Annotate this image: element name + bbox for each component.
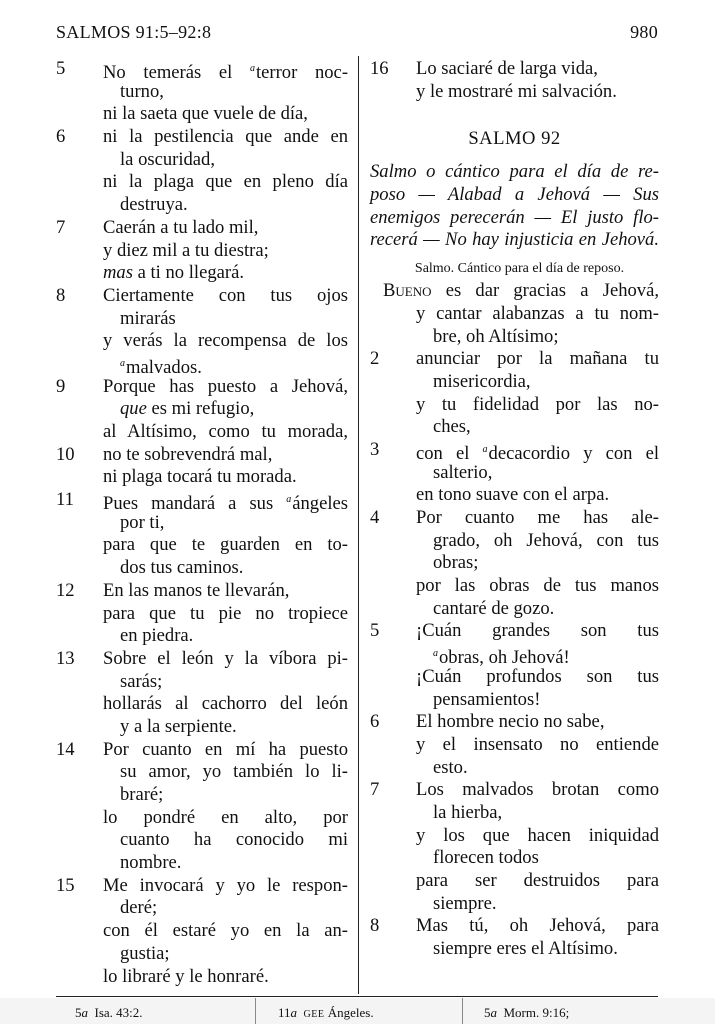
verse-text xyxy=(416,81,659,104)
italic-text: mas xyxy=(103,262,133,284)
verse-line xyxy=(56,580,348,603)
verse-text xyxy=(433,462,659,485)
text-run: Por cuanto me has ale- xyxy=(416,507,659,528)
text-run: es dar gracias a Jehová, xyxy=(431,280,659,302)
text-run: deré; xyxy=(120,897,158,919)
text-run: en tono suave con el arpa. xyxy=(416,484,610,506)
verse-text xyxy=(416,394,659,417)
verse-text xyxy=(103,262,348,285)
verse-number: 8 xyxy=(56,284,66,306)
text-run: B xyxy=(383,280,396,302)
text-run: misericordia, xyxy=(433,370,531,392)
verse-line xyxy=(370,348,659,371)
summary-line xyxy=(370,229,659,252)
verse-line xyxy=(56,761,348,784)
footnote-letter: a xyxy=(81,1005,88,1020)
psalm-superscription: Salmo. Cántico para el día de reposo. xyxy=(414,261,625,277)
verse-text xyxy=(433,757,659,780)
chapter-reference: SALMOS 91:5–92:8 xyxy=(56,22,212,42)
text-run: destruya. xyxy=(120,194,188,216)
verse-line xyxy=(56,671,348,694)
verse-text xyxy=(103,739,348,762)
verse-number: 11 xyxy=(56,489,74,511)
footnote-marker[interactable]: a xyxy=(433,648,438,660)
verse-text xyxy=(433,371,659,394)
verse-line xyxy=(370,893,659,916)
verse-line xyxy=(56,262,348,285)
text-run: No temerás el xyxy=(103,62,250,83)
verse-number: 15 xyxy=(56,874,75,896)
verse-line xyxy=(370,620,659,643)
text-run: Lo saciaré de larga vida, xyxy=(416,58,598,79)
text-run: para que tu pie no tropiece xyxy=(103,602,348,624)
verse-number: 8 xyxy=(370,915,380,937)
text-run: El hombre necio no sabe, xyxy=(416,711,605,733)
text-run: al Altísimo, como tu morada, xyxy=(103,421,348,442)
verse-line xyxy=(56,489,348,515)
text-run: Mas tú, oh Jehová, para xyxy=(416,915,659,937)
verse-number: 4 xyxy=(370,507,380,528)
verse-text xyxy=(103,376,348,399)
verse-number: 16 xyxy=(370,58,389,79)
verse-line xyxy=(56,330,348,353)
verse-text xyxy=(416,711,659,734)
verse-number: 6 xyxy=(370,711,380,733)
text-run: la oscuridad, xyxy=(120,148,216,170)
verse-line xyxy=(56,943,348,966)
verse-line xyxy=(370,870,659,893)
verse-line xyxy=(56,829,348,852)
verse-line xyxy=(370,303,659,326)
verse-text xyxy=(103,126,348,149)
verse-line xyxy=(56,648,348,671)
verse-line xyxy=(56,557,348,580)
verse-text xyxy=(120,943,348,966)
verse-number: 14 xyxy=(56,738,75,760)
text-run: ches, xyxy=(433,416,471,438)
verse-text xyxy=(433,326,659,349)
verse-text xyxy=(103,603,348,626)
text-run: Sobre el león y la víbora pi- xyxy=(103,647,348,669)
verse-text xyxy=(120,398,348,421)
verse-line xyxy=(56,58,348,81)
footnote-marker[interactable]: a xyxy=(120,357,125,369)
verse-text xyxy=(416,870,659,893)
verse-number: 3 xyxy=(370,438,380,460)
footnote-3[interactable] xyxy=(484,1005,569,1021)
text-run: ni la plaga que en pleno día xyxy=(103,171,348,193)
text-run: cuanto ha conocido mi xyxy=(120,829,348,851)
text-run: y los que hacen iniquidad xyxy=(416,824,659,846)
verse-text xyxy=(120,671,348,694)
verse-text xyxy=(103,217,348,240)
footnote-verse: 11 xyxy=(278,1005,291,1020)
psalm-summary xyxy=(370,161,659,252)
text-run: es mi refugio, xyxy=(146,398,255,420)
verse-number: 7 xyxy=(56,216,66,238)
verse-number: 9 xyxy=(56,375,66,397)
verse-text xyxy=(120,149,348,172)
verse-line xyxy=(370,757,659,780)
text-run: bre, oh Altísimo; xyxy=(433,325,559,347)
text-run: Pues mandará a sus xyxy=(103,493,287,515)
text-run: salterio, xyxy=(433,461,493,483)
text-run: Me invocará y yo le respon- xyxy=(103,874,348,896)
text-run: no te sobrevendrá mal, xyxy=(103,443,273,465)
page-number: 980 xyxy=(630,22,658,42)
verse-line xyxy=(370,711,659,734)
text-run: su amor, yo también lo li- xyxy=(120,761,348,783)
text-run: cantaré de gozo. xyxy=(433,597,555,619)
verse-text xyxy=(103,534,348,557)
verse-text xyxy=(433,802,659,825)
left-column xyxy=(56,58,348,988)
verse-text xyxy=(103,466,348,489)
verse-line xyxy=(370,371,659,394)
verse-line xyxy=(370,280,659,303)
footnote-rule xyxy=(56,996,658,997)
summary-line xyxy=(370,184,659,207)
verse-line xyxy=(56,716,348,739)
verse-line xyxy=(56,897,348,920)
verse-line xyxy=(370,643,659,669)
verse-line xyxy=(370,779,659,802)
text-run: florecen todos xyxy=(433,847,539,869)
text-run: Porque has puesto a Jehová, xyxy=(103,375,348,397)
text-run: para ser destruidos para xyxy=(416,870,659,891)
verse-line xyxy=(370,416,659,439)
verse-line xyxy=(370,598,659,621)
verse-line xyxy=(56,852,348,875)
verse-text xyxy=(120,761,348,784)
text-run: anunciar por la mañana tu xyxy=(416,348,659,370)
verse-text xyxy=(120,194,348,217)
verse-text xyxy=(103,171,348,194)
text-run: En las manos te llevarán, xyxy=(103,579,290,601)
footnote-1[interactable] xyxy=(75,1005,143,1021)
footnote-verse: 5 xyxy=(75,1005,82,1020)
verse-text xyxy=(416,348,659,371)
verse-line xyxy=(370,825,659,848)
footnotes xyxy=(0,998,715,1024)
text-run: nombre. xyxy=(120,852,182,874)
verse-text xyxy=(120,784,348,807)
text-run: ángeles xyxy=(292,493,348,515)
verse-number: 6 xyxy=(56,126,66,148)
text-run: ¡Cuán grandes son tus xyxy=(416,620,659,642)
text-run: por ti, xyxy=(120,511,165,533)
verse-text xyxy=(103,285,348,308)
verse-text xyxy=(416,734,659,757)
footnote-separator xyxy=(462,998,463,1024)
verse-text xyxy=(103,240,348,263)
verse-line xyxy=(370,666,659,689)
text-run: obras, oh Jehová! xyxy=(439,647,570,669)
text-run: lo libraré y le honraré. xyxy=(103,965,269,987)
text-run: decacordio y con el xyxy=(488,442,659,464)
verse-text xyxy=(120,829,348,852)
right-column xyxy=(370,58,659,961)
verse-line xyxy=(56,376,348,399)
verse-line xyxy=(56,217,348,240)
guide-abbreviation: GEE xyxy=(303,1009,325,1020)
verse-number: 7 xyxy=(370,779,380,801)
verse-line xyxy=(56,285,348,308)
verse-text xyxy=(103,920,348,943)
text-run: ¡Cuán profundos son tus xyxy=(416,665,659,687)
footnote-separator xyxy=(255,998,256,1024)
footnote-text: Isa. 43:2. xyxy=(94,1005,143,1020)
text-run: Por cuanto en mí ha puesto xyxy=(103,738,348,760)
text-run: y a la serpiente. xyxy=(120,715,237,737)
verse-number: 2 xyxy=(370,348,380,370)
verse-line xyxy=(56,149,348,172)
text-run: y cantar alabanzas a tu nom- xyxy=(416,302,659,324)
verse-line xyxy=(370,81,659,104)
verse-text xyxy=(416,303,659,326)
verse-text xyxy=(120,625,348,648)
verse-text xyxy=(433,416,659,439)
verse-text xyxy=(120,512,348,535)
verse-text xyxy=(103,807,348,830)
verse-text xyxy=(120,81,348,104)
verse-text xyxy=(120,852,348,875)
verse-text xyxy=(433,938,659,961)
text-run: con él estaré yo en la an- xyxy=(103,920,348,942)
verse-line xyxy=(370,915,659,938)
footnote-letter: a xyxy=(290,1005,298,1020)
verse-text xyxy=(416,915,659,938)
smallcaps-text: ueno xyxy=(395,280,432,302)
verse-text xyxy=(103,421,348,444)
text-run: con el xyxy=(416,442,483,464)
verse-line xyxy=(56,784,348,807)
verse-line xyxy=(370,847,659,870)
verse-line xyxy=(56,603,348,626)
verse-line xyxy=(370,394,659,417)
verse-line xyxy=(56,807,348,830)
text-run: Caerán a tu lado mil, xyxy=(103,216,259,238)
text-run: la hierba, xyxy=(433,801,503,823)
summary-line xyxy=(370,161,659,184)
psalm-91-ending xyxy=(370,58,659,103)
verse-number: 12 xyxy=(56,579,75,601)
verse-text xyxy=(433,598,659,621)
verse-line xyxy=(56,103,348,126)
verse-text xyxy=(103,580,348,603)
verse-text xyxy=(383,280,659,303)
text-run: siempre eres el Altísimo. xyxy=(433,938,618,960)
text-run: y tu fidelidad por las no- xyxy=(416,393,659,415)
text-run: ni la saeta que vuele de día, xyxy=(103,103,308,125)
verse-line xyxy=(56,308,348,331)
verse-line xyxy=(56,171,348,194)
text-run: y le mostraré mi salvación. xyxy=(416,80,617,102)
verse-text xyxy=(103,648,348,671)
italic-text: que xyxy=(120,398,147,420)
verse-line xyxy=(56,444,348,467)
verse-line xyxy=(370,530,659,553)
verse-number: 13 xyxy=(56,647,75,669)
verse-text xyxy=(433,689,659,712)
verse-line xyxy=(370,507,659,530)
verse-text xyxy=(103,693,348,716)
verse-line xyxy=(56,875,348,898)
verse-text xyxy=(416,825,659,848)
text-run: para que te guarden en to- xyxy=(103,534,348,556)
verse-line xyxy=(56,966,348,989)
verse-line xyxy=(56,126,348,149)
page-header xyxy=(56,18,658,48)
verse-text xyxy=(416,58,659,81)
text-run: ni la pestilencia que ande en xyxy=(103,126,348,148)
verse-text xyxy=(103,330,348,353)
text-run: braré; xyxy=(120,784,164,805)
footnote-marker[interactable]: a xyxy=(286,494,292,506)
verse-text xyxy=(416,620,659,643)
text-run: grado, oh Jehová, con tus xyxy=(433,529,659,551)
verse-line xyxy=(370,689,659,712)
verse-line xyxy=(56,81,348,104)
text-run: a ti no llegará. xyxy=(132,262,244,284)
summary-line xyxy=(370,207,659,230)
verse-line xyxy=(370,484,659,507)
verse-text xyxy=(416,575,659,598)
verse-line xyxy=(370,938,659,961)
verse-text xyxy=(416,484,659,507)
text-run: pensamientos! xyxy=(433,688,541,710)
text-run: sarás; xyxy=(120,670,163,692)
psalm-title: SALMO 92 xyxy=(468,128,561,150)
summary-text: enemigos perecerán — El justo flo- xyxy=(370,206,659,228)
verse-line xyxy=(56,625,348,648)
verse-text xyxy=(120,716,348,739)
text-run: ni plaga tocará tu morada. xyxy=(103,466,297,488)
footnote-verse: 5 xyxy=(484,1005,491,1020)
text-run: terror noc- xyxy=(256,62,349,83)
verse-line xyxy=(370,462,659,485)
verse-number: 5 xyxy=(370,620,380,642)
verse-text xyxy=(416,779,659,802)
text-run: y diez mil a tu diestra; xyxy=(103,239,269,261)
verse-text xyxy=(103,966,348,989)
verse-text xyxy=(433,552,659,575)
verse-line xyxy=(56,466,348,489)
verse-line xyxy=(56,194,348,217)
column-divider xyxy=(358,56,359,994)
verse-line xyxy=(56,421,348,444)
verse-text xyxy=(433,530,659,553)
footnote-text: Ángeles. xyxy=(327,1005,374,1020)
footnote-marker[interactable]: a xyxy=(250,63,255,74)
verse-text xyxy=(416,666,659,689)
text-run: esto. xyxy=(433,756,468,778)
text-run: por las obras de tus manos xyxy=(416,575,659,597)
verse-line xyxy=(370,802,659,825)
verse-line xyxy=(56,353,348,376)
verse-text xyxy=(120,897,348,920)
verse-text xyxy=(433,893,659,916)
verse-line xyxy=(370,58,659,81)
text-run: y verás la recompensa de los xyxy=(103,330,348,352)
verse-number: 10 xyxy=(56,443,75,465)
verse-text xyxy=(103,444,348,467)
text-run: obras; xyxy=(433,552,479,574)
verse-line xyxy=(56,920,348,943)
verse-text xyxy=(103,875,348,898)
text-run: dos tus caminos. xyxy=(120,557,244,579)
summary-text: Salmo o cántico para el día de re- xyxy=(370,161,659,183)
verse-line xyxy=(370,439,659,462)
footnote-2[interactable] xyxy=(278,1005,374,1021)
verse-line xyxy=(370,552,659,575)
verse-line xyxy=(56,240,348,263)
verse-line xyxy=(370,734,659,757)
text-run: lo pondré en alto, por xyxy=(103,806,348,828)
verse-text xyxy=(120,557,348,580)
verse-number: 5 xyxy=(56,58,66,79)
summary-text: poso — Alabad a Jehová — Sus xyxy=(370,184,659,206)
verse-text xyxy=(103,103,348,126)
text-run: turno, xyxy=(120,80,164,102)
verse-text xyxy=(416,507,659,530)
psalm-92-verses xyxy=(370,280,659,961)
footnote-text: Morm. 9:16; xyxy=(503,1005,570,1020)
footnote-marker[interactable]: a xyxy=(482,443,488,455)
text-run: y el insensato no entiende xyxy=(416,733,659,755)
summary-text: recerá — No hay injusticia en Jehová. xyxy=(370,229,659,251)
verse-line xyxy=(56,512,348,535)
verse-text xyxy=(120,308,348,331)
text-run: hollarás al cachorro del león xyxy=(103,693,348,715)
verse-text xyxy=(433,847,659,870)
text-run: siempre. xyxy=(433,892,497,914)
text-run: malvados. xyxy=(126,356,202,378)
text-run: Ciertamente con tus ojos xyxy=(103,284,348,306)
verse-line xyxy=(56,693,348,716)
verse-line xyxy=(56,398,348,421)
verse-line xyxy=(370,326,659,349)
verse-line xyxy=(370,575,659,598)
text-run: gustia; xyxy=(120,942,170,964)
verse-line xyxy=(56,534,348,557)
text-run: en piedra. xyxy=(120,625,194,647)
text-run: Los malvados brotan como xyxy=(416,779,659,801)
footnote-letter: a xyxy=(490,1005,497,1020)
text-run: mirarás xyxy=(120,307,176,329)
verse-line xyxy=(56,739,348,762)
